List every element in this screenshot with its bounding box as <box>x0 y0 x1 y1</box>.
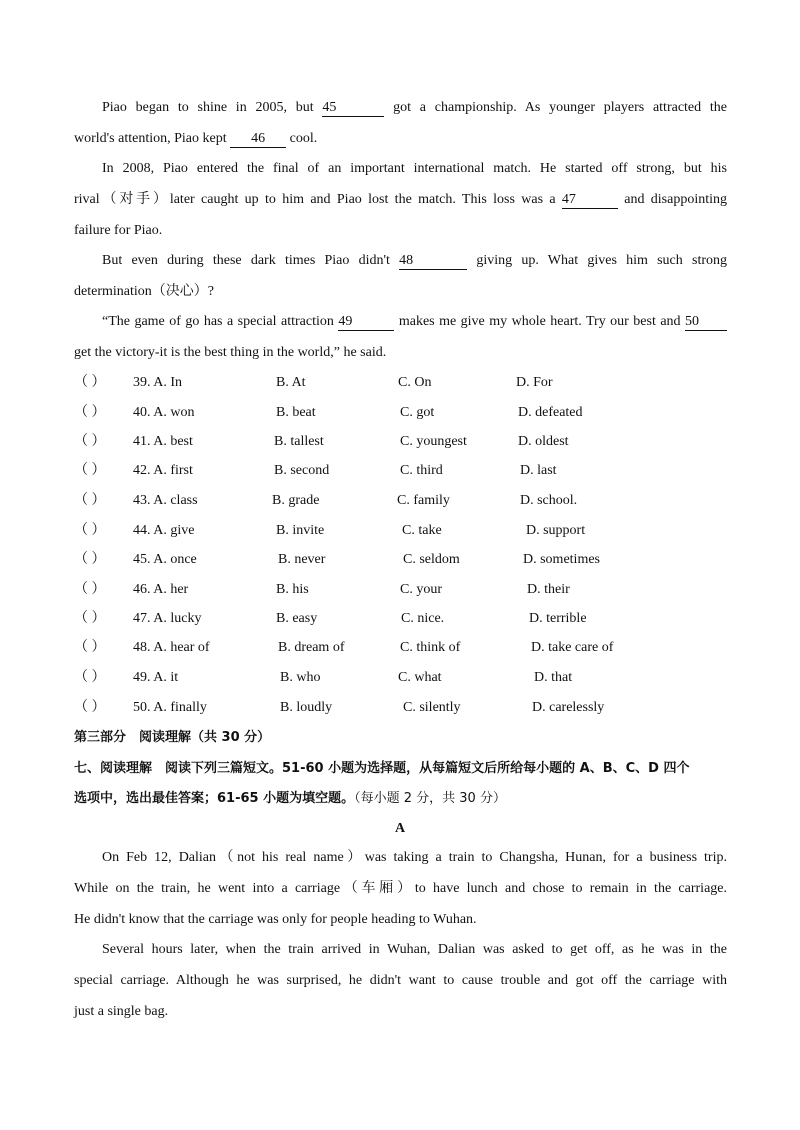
option-b: B. his <box>276 582 309 597</box>
option-b: B. loudly <box>280 700 333 715</box>
option-c: C. nice. <box>401 611 445 626</box>
text: Piao began to shine in 2005, but <box>102 100 314 115</box>
option-b: B. grade <box>272 493 320 508</box>
option-a: 45. A. once <box>133 552 197 567</box>
answer-paren[interactable]: （ ） <box>74 434 106 449</box>
text: giving up. What gives him such strong <box>476 253 727 268</box>
option-c: C. think of <box>400 640 461 655</box>
instruction-score: （每小题 2 分，共 30 分） <box>354 791 506 806</box>
section-instructions <box>74 790 727 808</box>
option-d: D. For <box>516 375 553 390</box>
answer-paren[interactable]: （ ） <box>74 611 106 626</box>
answer-paren[interactable]: （ ） <box>74 493 106 508</box>
paragraph-line: determination（决心）? <box>74 284 214 299</box>
option-c: C. On <box>398 375 432 390</box>
answer-paren[interactable]: （ ） <box>74 523 106 538</box>
option-d: D. school. <box>520 493 578 508</box>
blank-45: 45 <box>322 100 384 117</box>
answer-paren[interactable]: （ ） <box>74 375 106 390</box>
section-instructions: 七、阅读理解 阅读下列三篇短文。51-60 小题为选择题，从每篇短文后所给每小题的 A、B、C、D 四个 <box>74 761 690 776</box>
answer-paren[interactable]: （ ） <box>74 582 106 597</box>
option-d: D. carelessly <box>532 700 605 715</box>
option-a: 42. A. first <box>133 463 193 478</box>
option-d: D. sometimes <box>523 552 600 567</box>
text: and disappointing <box>624 192 728 207</box>
paragraph-line: get the victory-it is the best thing in the world,” he said. <box>74 345 387 360</box>
text: “The game of go has a special attraction <box>102 314 334 329</box>
text: rival（对手）later caught up to him and Piao lost the match. This loss was a <box>74 192 556 207</box>
blank-49: 49 <box>338 314 394 331</box>
option-b: B. never <box>278 552 326 567</box>
option-d: D. oldest <box>518 434 569 449</box>
option-c: C. silently <box>403 700 461 715</box>
option-b: B. second <box>274 463 330 478</box>
option-b: B. At <box>276 375 306 390</box>
paragraph-line: While on the train, he went into a carriage（车厢）to have lunch and chose to remain in the carriage. <box>74 881 727 896</box>
option-b: B. invite <box>276 523 325 538</box>
option-d: D. last <box>520 463 557 478</box>
option-c: C. what <box>398 670 442 685</box>
option-c: C. take <box>402 523 442 538</box>
blank-48: 48 <box>399 253 467 270</box>
answer-paren[interactable]: （ ） <box>74 405 106 420</box>
option-b: B. tallest <box>274 434 324 449</box>
text: got a championship. As younger players attracted the <box>393 100 727 115</box>
answer-paren[interactable]: （ ） <box>74 463 106 478</box>
option-a: 39. A. In <box>133 375 182 390</box>
paragraph-line: special carriage. Although he was surprised, he didn't want to cause trouble and got off the carriage with <box>74 973 727 988</box>
option-d: D. that <box>534 670 573 685</box>
paragraph-line: failure for Piao. <box>74 223 163 238</box>
answer-paren[interactable]: （ ） <box>74 640 106 655</box>
option-d: D. terrible <box>529 611 587 626</box>
option-a: 40. A. won <box>133 405 195 420</box>
option-b: B. who <box>280 670 321 685</box>
option-c: C. youngest <box>400 434 467 449</box>
paragraph-line: just a single bag. <box>74 1004 169 1019</box>
text: cool. <box>289 131 318 146</box>
answer-paren[interactable]: （ ） <box>74 552 106 567</box>
blank-46: 46 <box>230 131 286 148</box>
option-c: C. got <box>400 405 435 420</box>
option-d: D. their <box>527 582 570 597</box>
paragraph-line <box>74 191 727 209</box>
option-a: 47. A. lucky <box>133 611 202 626</box>
option-a: 50. A. finally <box>133 700 207 715</box>
paragraph-line: He didn't know that the carriage was only for people heading to Wuhan. <box>74 912 477 927</box>
option-a: 41. A. best <box>133 434 193 449</box>
answer-paren[interactable]: （ ） <box>74 670 106 685</box>
section-title: 第三部分 阅读理解（共 30 分） <box>74 730 271 745</box>
text: world's attention, Piao kept <box>74 131 227 146</box>
option-c: C. family <box>397 493 450 508</box>
option-b: B. beat <box>276 405 316 420</box>
option-c: C. third <box>400 463 443 478</box>
option-d: D. take care of <box>531 640 614 655</box>
paragraph-line <box>74 130 727 148</box>
option-d: D. support <box>526 523 586 538</box>
option-a: 44. A. give <box>133 523 195 538</box>
blank-50: 50 <box>685 314 727 331</box>
option-c: C. seldom <box>403 552 460 567</box>
option-c: C. your <box>400 582 442 597</box>
instruction-bold: 选项中，选出最佳答案；61-65 小题为填空题。 <box>74 791 355 806</box>
text: makes me give my whole heart. Try our best and <box>398 314 681 329</box>
paragraph-line: In 2008, Piao entered the final of an important international match. He started off strong, but his <box>102 161 727 176</box>
option-b: B. easy <box>276 611 318 626</box>
option-d: D. defeated <box>518 405 583 420</box>
paragraph-line: Several hours later, when the train arrived in Wuhan, Dalian was asked to get off, as he was in the <box>102 942 727 957</box>
option-b: B. dream of <box>278 640 345 655</box>
paragraph-line <box>102 252 727 270</box>
passage-title: A <box>394 821 406 836</box>
paragraph-line <box>102 99 727 117</box>
option-a: 46. A. her <box>133 582 189 597</box>
paragraph-line <box>102 313 727 331</box>
option-a: 43. A. class <box>133 493 198 508</box>
option-a: 49. A. it <box>133 670 179 685</box>
answer-paren[interactable]: （ ） <box>74 700 106 715</box>
option-a: 48. A. hear of <box>133 640 210 655</box>
blank-47: 47 <box>562 192 618 209</box>
paragraph-line: On Feb 12, Dalian（not his real name）was taking a train to Changsha, Hunan, for a business trip. <box>102 850 727 865</box>
text: But even during these dark times Piao didn't <box>102 253 390 268</box>
